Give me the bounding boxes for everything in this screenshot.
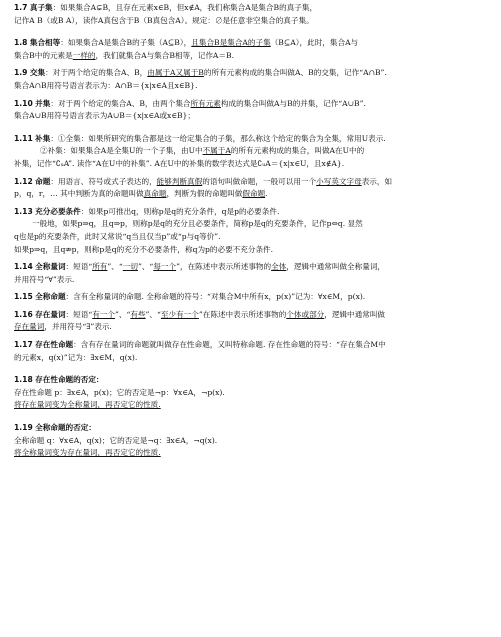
body-text: ：①全集：如果所研究的集合都是这一给定集合的子集，那么称这个给定的集合为全集，常用U表示. (50, 133, 386, 143)
underlined-text: 真命题 (143, 189, 167, 199)
underlined-text: 由属于A又属于B (147, 68, 204, 78)
body-text: 如果p⇒q，且q⇏p，则称p是q的充分不必要条件，称q为p的必要不充分条件. (14, 244, 274, 254)
body-text: 构成的集合叫做A与B的并集，记作“A∪B”. (220, 98, 366, 108)
section-number: 1.10 (14, 98, 33, 108)
body-text: ：如果p可推出q，则称p是q的充分条件，q是p的必要条件. (80, 206, 280, 216)
term-heading: 并集 (35, 98, 51, 108)
body-text: ，判断为假的命题叫做 (166, 189, 243, 199)
body-text: 记作A B（或B A），读作A真包含于B（B真包含A）。规定：∅是任意非空集合的真子集。 (14, 15, 314, 25)
body-text: 并用符号“∀”表示. (14, 274, 75, 284)
body-text: ：短语“ (65, 309, 93, 319)
section-1-13-line-2 (14, 218, 493, 231)
body-text: ，逻辑中通常叫做 (324, 309, 386, 319)
underlined-text: 假命题 (242, 189, 266, 199)
section-1-15-line-1 (14, 291, 493, 304)
underlined-text: 将存在量词变为全称量词，再否定它的性质. (14, 400, 161, 410)
body-text: ”，在陈述中表示所述事物的 (176, 262, 272, 272)
underlined-text: 将全称量词变为存在量词，再否定它的性质. (14, 448, 161, 458)
section-1-19-line-2 (14, 447, 493, 460)
body-text: 集合A∩B用符号语言表示为：A∩B＝{x|x∈A且x∈B}. (14, 80, 198, 90)
underlined-text: 个体或部分 (286, 309, 325, 319)
body-text: 集合B中的元素是 (14, 50, 73, 60)
section-1-13-line-4 (14, 244, 493, 257)
body-text: ：用语言、符号或式子表达的， (50, 176, 157, 186)
body-text: ”在陈述中表示所述事物的 (198, 309, 287, 319)
term-heading: 存在量词 (35, 309, 66, 319)
term-heading: 真子集 (29, 3, 53, 12)
section-number: 1.15 (14, 292, 33, 302)
body-text: 的所有元素构成的集合叫做A、B的交集，记作“A∩B”. (203, 68, 387, 78)
section-number: 1.12 (14, 176, 33, 186)
body-text: ：含有全称量词的命题. 全称命题的符号：“对集合M中所有x，p(x)”记为：∀x∈M，p(x). (65, 292, 366, 302)
body-text: ，我们就集合A与集合B相等，记作A＝B. (95, 50, 234, 60)
underlined-text: 不属于A (202, 146, 231, 156)
body-text: ：对于两个给定的集合A、B，由两个集合 (50, 98, 191, 108)
term-heading: 交集 (29, 68, 46, 78)
body-text: ，逻辑中通常叫做全称量词， (286, 262, 386, 272)
underlined-text: 所有元素 (190, 98, 221, 108)
section-1-19-heading (14, 422, 493, 435)
section-1-16-line-1 (14, 309, 493, 322)
term-heading: 存在性命题 (35, 340, 74, 350)
section-1-11-line-3 (14, 158, 493, 171)
body-text: 表示，如 (361, 176, 393, 186)
section-1-8-line-2 (14, 50, 493, 63)
section-1-12-line-1 (14, 176, 493, 189)
body-text: ，并用符号“∃”表示. (44, 322, 112, 332)
section-number: 1.7 (14, 3, 28, 12)
section-1-16-line-2 (14, 321, 493, 334)
section-1-17-line-1 (14, 339, 493, 352)
section-number: 1.14 (14, 262, 33, 272)
underlined-text: 所有 (92, 262, 108, 272)
underlined-text: 且集合B是集合A的子集 (191, 38, 271, 48)
body-text: ”、“ (145, 309, 161, 319)
section-1-8-line-1 (14, 37, 493, 50)
section-1-14-line-1 (14, 261, 493, 274)
section-1-10-line-2 (14, 110, 493, 123)
body-text: 补集，记作“∁ᵤA”. 读作“A在U中的补集”. A在U中的补集的数学表达式是∁ᵤA＝{x|x∈U，且x∉A}. (14, 158, 345, 168)
term-heading: 全称命题 (35, 292, 66, 302)
section-1-11-line-2 (14, 145, 493, 158)
term-heading: 全称量词 (35, 262, 66, 272)
section-number: 1.16 (14, 309, 33, 319)
section-1-7-line-1 (14, 2, 493, 15)
body-text: ：对于两个给定的集合A、B， (45, 68, 148, 78)
section-1-13-line-1 (14, 206, 493, 219)
body-text: ”、“ (107, 262, 123, 272)
section-1-7-line-2 (14, 15, 493, 28)
body-text: p，q，r，… 其中判断为真的命题叫做 (14, 189, 144, 199)
body-text: ：含有存在量词的命题就叫做存在性命题，又叫特称命题. 存在性命题的符号：“存在集合M中 (73, 340, 386, 350)
underlined-text: 小写英文字母 (316, 176, 362, 186)
section-1-17-line-2 (14, 352, 493, 365)
section-number: 1.11 (14, 133, 33, 143)
term-heading: 命题 (35, 176, 51, 186)
section-number: 1.8 (14, 38, 28, 48)
section-1-18-heading (14, 374, 493, 387)
section-1-19-line-1 (14, 435, 493, 448)
section-1-10-line-1 (14, 98, 493, 111)
body-text: 的元素x，q(x)”记为：∃x∈M，q(x). (14, 352, 138, 362)
body-text: ：短语“ (65, 262, 93, 272)
section-1-14-line-2 (14, 274, 493, 287)
body-text: ”、“ (115, 309, 131, 319)
section-1-12-line-2 (14, 188, 493, 201)
body-text: 存在性命题 p：∃x∈A，p(x)；它的否定是¬p：∀x∈A，¬p(x). (14, 387, 225, 397)
section-1-9-line-2 (14, 80, 493, 93)
section-number: 1.13 (14, 206, 33, 216)
section-1-18-line-2 (14, 399, 493, 412)
term-heading: 集合相等 (29, 38, 61, 48)
body-text: （B⊆A），此时，集合A与 (270, 38, 359, 48)
body-text: 的语句叫做命题，一般可以用一个 (202, 176, 317, 186)
body-text: ：如果集合A是集合B的子集（A⊆B）， (60, 38, 192, 48)
body-text: ②补集：如果集合A是全集U的一个子集，由U中 (40, 146, 203, 156)
underlined-text: 能够判断真假 (156, 176, 203, 186)
section-number: 1.19 (14, 423, 33, 433)
body-text: q也是p的充要条件，此时又常说“q当且仅当p”或“p与q等价”. (14, 231, 221, 241)
term-heading: 充分必要条件 (35, 206, 81, 216)
body-text: ：如果集合A⊊B，且存在元素x∈B，但x∉A，我们称集合A是集合B的真子集， (52, 3, 318, 12)
term-heading: 补集 (35, 133, 51, 143)
underlined-text: 存在量词 (14, 322, 45, 332)
body-text: ”、“ (137, 262, 154, 272)
section-number: 1.18 (14, 375, 33, 385)
section-1-18-line-1 (14, 387, 493, 400)
underlined-text: 一切 (122, 262, 138, 272)
body-text: 全称命题 q：∀x∈A，q(x)；它的否定是¬q：∃x∈A，¬q(x). (14, 435, 218, 445)
body-text: 集合A∪B用符号语言表示为A∪B＝{x|x∈A或x∈B}； (14, 111, 195, 121)
heading-colon: ： (95, 375, 104, 385)
body-text: 一般地，如果p⇒q，且q⇒p，则称p是q的充分且必要条件，简称p是q的充要条件，记作p⇔q. 显然 (32, 219, 363, 229)
underlined-text: 至少有一个 (160, 309, 199, 319)
section-number: 1.17 (14, 340, 33, 350)
section-1-13-line-3 (14, 231, 493, 244)
underlined-text: 有些 (130, 309, 146, 319)
underlined-text: 有一个 (92, 309, 115, 319)
term-heading: 存在性命题的否定 (35, 375, 96, 385)
section-1-9-line-1 (14, 67, 493, 80)
underlined-text: 一样的 (72, 50, 96, 60)
body-text: . (265, 189, 268, 199)
section-number: 1.9 (14, 68, 28, 78)
section-1-11-line-1 (14, 133, 493, 146)
term-heading: 全称命题的否定 (35, 423, 89, 433)
heading-colon: ： (88, 423, 96, 433)
underlined-text: 每一个 (153, 262, 177, 272)
body-text: 的所有元素构成的集合，叫做A在U中的 (230, 146, 365, 156)
underlined-text: 全体 (271, 262, 287, 272)
